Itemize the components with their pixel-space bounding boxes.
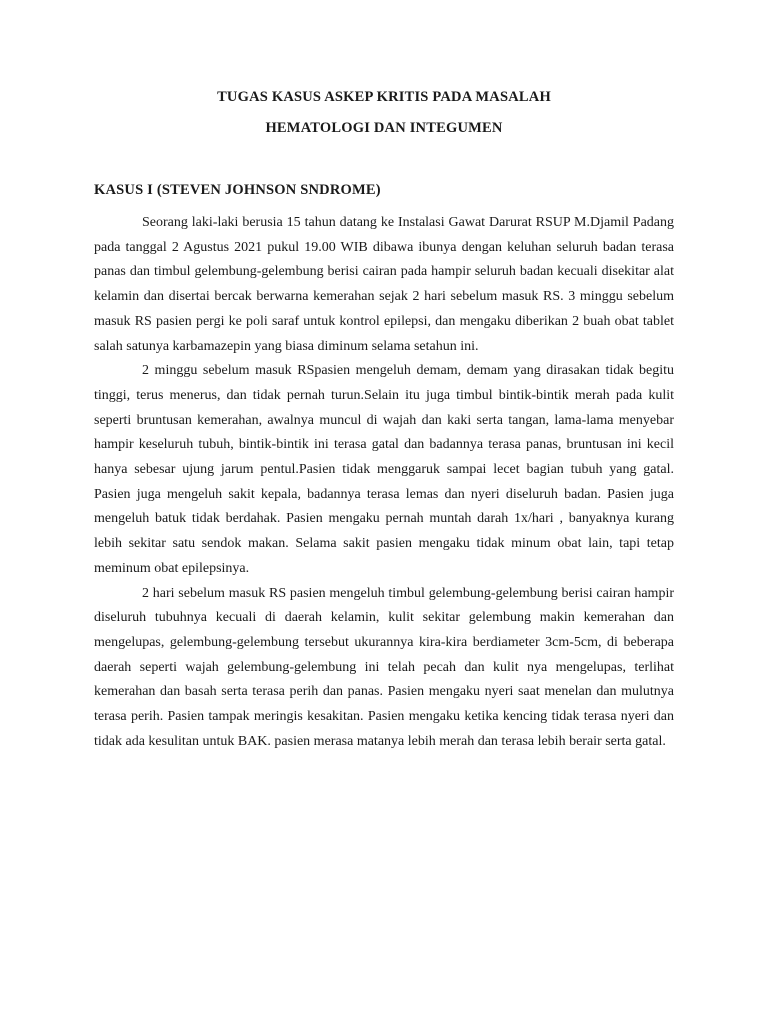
paragraph-1: Seorang laki-laki berusia 15 tahun datang ke Instalasi Gawat Darurat RSUP M.Djamil Padang pada tanggal 2 Agustus 2021 pukul 19.00 WIB dibawa ibunya dengan keluhan seluruh badan terasa panas dan timbul gelembung-gelembung berisi cairan pada hampir seluruh badan kecuali disekitar alat kelamin dan disertai bercak berwarna kemerahan sejak 2 hari sebelum masuk RS. 3 minggu sebelum masuk RS pasien pergi ke poli saraf untuk kontrol epilepsi, dan mengaku diberikan 2 buah obat tablet salah satunya karbamazepin yang biasa diminum selama setahun ini.: [94, 215, 674, 354]
paragraph-2: 2 minggu sebelum masuk RSpasien mengeluh demam, demam yang dirasakan tidak begitu tinggi, terus menerus, dan tidak pernah turun.Selain itu juga timbul bintik-bintik merah pada kulit seperti bruntusan kemerahan, awalnya muncul di wajah dan kaki serta tangan, lama-lama menyebar hampir keseluruh tubuh, bintik-bintik ini terasa gatal dan badannya terasa panas, bruntusan ini kecil hanya sebesar ujung jarum pentul.Pasien tidak menggaruk sampai lecet bagian tubuh yang gatal. Pasien juga mengeluh sakit kepala, badannya terasa lemas dan nyeri diseluruh badan. Pasien juga mengeluh batuk tidak berdahak. Pasien mengaku pernah muntah darah 1x/hari , banyaknya kurang lebih sekitar satu sendok makan. Selama sakit pasien mengaku tidak minum obat lain, tapi tetap meminum obat epilepsinya.: [94, 363, 674, 576]
case-heading: KASUS I (STEVEN JOHNSON SNDROME): [94, 182, 381, 198]
paragraph-3: 2 hari sebelum masuk RS pasien mengeluh timbul gelembung-gelembung berisi cairan hampir diseluruh tubuhnya kecuali di daerah kelamin, kulit sekitar gelembung makin kemerahan dan mengelupas, gelembung-gelembung tersebut ukurannya kira-kira berdiameter 3cm-5cm, di beberapa daerah seperti wajah gelembung-gelembung ini telah pecah dan kulit nya mengelupas, terlihat kemerahan dan basah serta terasa perih dan panas. Pasien mengaku nyeri saat menelan dan mulutnya terasa perih. Pasien tampak meringis kesakitan. Pasien mengaku ketika kencing tidak terasa nyeri dan tidak ada kesulitan untuk BAK. pasien merasa matanya lebih merah dan terasa lebih berair serta gatal.: [94, 585, 674, 749]
case-body: [94, 211, 674, 754]
document-title-line-2: HEMATOLOGI DAN INTEGUMEN: [265, 120, 503, 136]
document-title-line-1: TUGAS KASUS ASKEP KRITIS PADA MASALAH: [217, 89, 551, 105]
